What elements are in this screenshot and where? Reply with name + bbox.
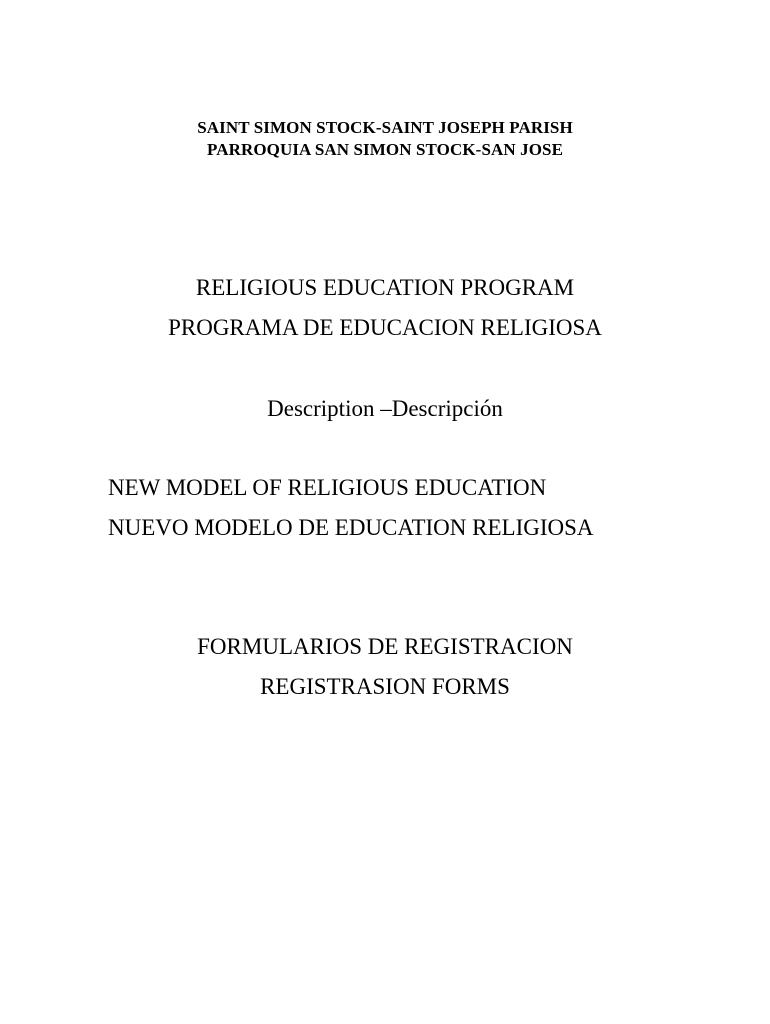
forms-title-spanish: FORMULARIOS DE REGISTRACION	[197, 634, 573, 659]
program-title-spanish: PROGRAMA DE EDUCACION RELIGIOSA	[168, 315, 602, 340]
model-title-spanish: NUEVO MODELO DE EDUCATION RELIGIOSA	[108, 515, 594, 540]
parish-name-spanish: PARROQUIA SAN SIMON STOCK-SAN JOSE	[206, 140, 564, 159]
parish-name-english: SAINT SIMON STOCK-SAINT JOSEPH PARISH	[197, 118, 573, 137]
model-title-english: NEW MODEL OF RELIGIOUS EDUCATION	[108, 475, 547, 500]
forms-title-english: REGISTRASION FORMS	[260, 674, 510, 699]
description-heading: Description –Descripción	[267, 396, 503, 421]
program-title-english: RELIGIOUS EDUCATION PROGRAM	[195, 275, 575, 300]
